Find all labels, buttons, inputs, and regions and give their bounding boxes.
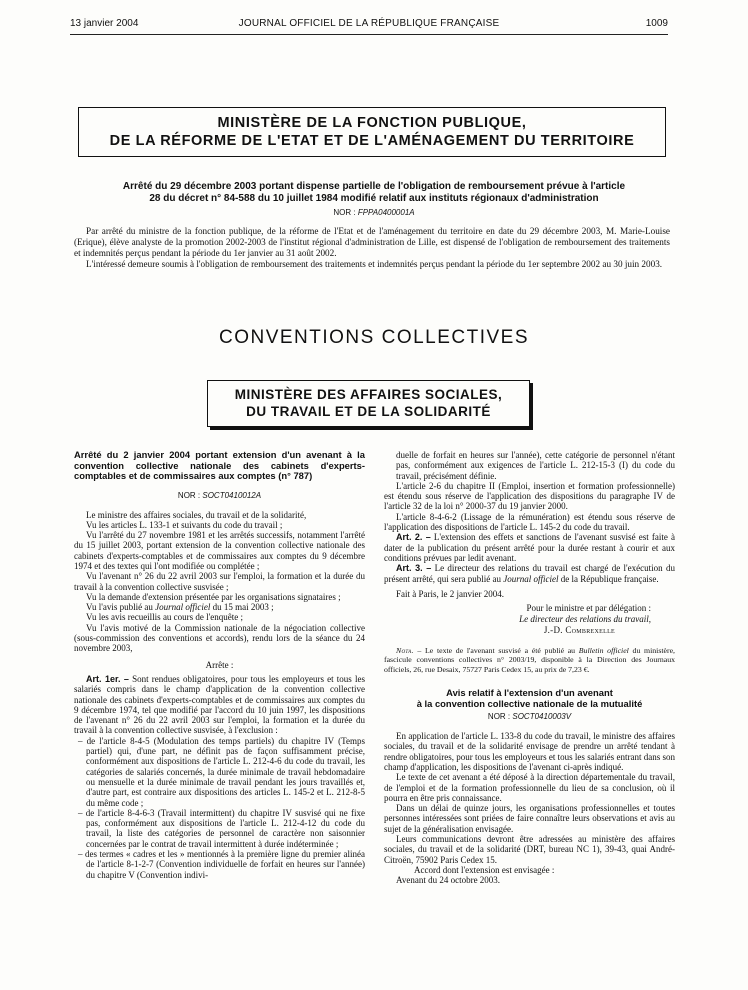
article-1-text: Sont rendues obligatoires, pour tous les employeurs et tous les salariés compris dans le champ d'application de la convention collective nationale des cabinets d'experts-comptables et de commissaires aux comptes du 9 décembre 1974, tel que modifié par l'accord du 10 juin 1997, les dispositions de l'avenant n° 26 du 22 avril 2003 sur l'emploi, la formation et la durée du travail à la convention collective susvisée, à l'exclusion : [74,673,365,736]
exclusion-item-1: – de l'article 8-4-5 (Modulation des temps partiels) du chapitre IV (Temps partiel) qui, d'une part, ne définit pas de façon suffisamment précise, conformément aux dispositions de l'article L. 212-4-6 du code du travail, les catégories de salariés concernés, la durée minimale de travail hebdomadaire ou mensuelle et la durée minimale de travail pendant les jours travaillés et, d'autre part, est contraire aux dispositions des articles L. 145-2 et L. 212-8-5 du même code ; [78,735,365,808]
ministry-line-1: MINISTÈRE DES AFFAIRES SOCIALES, [234,387,503,402]
arrete-2-nor [74,491,365,500]
visa-3: Vu l'avenant n° 26 du 22 avril 2003 sur l'emploi, la formation et la durée du travail à la convention collective susvisée ; [74,571,365,592]
article-1 [74,674,365,736]
article-3-text: Le directeur des relations du travail est chargé de l'exécution du présent arrêté, qui sera publié au [384,563,675,584]
visa-6: Vu les avis recueillis au cours de l'enquête ; [86,612,244,623]
nor-code: SOCT0410003V [512,712,572,722]
visa-5-journal: Journal officiel [155,602,211,613]
nor-label: NOR : [487,712,513,722]
page-header [70,18,668,34]
visa-5 [74,602,365,612]
ministry-line-1: MINISTÈRE DE LA FONCTION PUBLIQUE, [217,115,527,131]
page-number: 1009 [645,18,668,29]
reserve-1: L'article 2-6 du chapitre II (Emploi, insertion et formation professionnelle) est étendu sous réserve de l'application des dispositions du paragraphe IV de l'article 32 de la loi n° 2000-37 du 19 janvier 2000. [384,480,675,512]
section-title-conventions: CONVENTIONS COLLECTIVES [218,327,530,348]
signature-name: J.-D. Combrexelle [543,625,615,636]
visa-2: Vu l'arrêté du 27 novembre 1981 et les arrêtés successifs, notamment l'arrêté du 15 juillet 2003, portant extension de la convention collective nationale des cabinets d'experts-comptables et de commissaires aux comptes du 9 décembre 1974 et des textes qui l'ont modifiée ou complétée ; [74,530,365,571]
article-2-text: L'extension des effets et sanctions de l'avenant susvisé est faite à dater de la publication du présent arrêté pour la durée restant à courir et aux conditions prévues par ledit avenant. [384,532,675,563]
avis-title-line-2: à la convention collective nationale de la mutualité [416,697,643,709]
right-column [384,450,675,886]
arrete-1-nor [0,208,748,217]
nota-end: du ministère, fascicule conventions collectives n° 2003/19, disponible à la Direction des Journaux officiels, 26, rue Desaix, 75727 Paris Cedex 15, au prix de 7,23 €. [384,646,675,674]
arrete-word: Arrête : [205,659,234,670]
article-2-label: Art. 2. – [396,532,431,543]
nor-label: NOR : [333,208,358,217]
header-rule [70,34,668,35]
nor-code: FPPA0400001A [357,208,415,217]
nor-label: NOR : [177,490,203,500]
exclusion-item-3-continued: duelle de forfait en heures sur l'année), cette catégorie de personnel n'étant pas, conformément aux exigences de l'article L. 212-15-3 (I) du code du travail, précisément définie. [396,450,675,481]
signature-line-2: Le directeur des relations du travail, [519,614,651,625]
nor-code: SOCT0410012A [202,490,262,500]
visa-1: Vu les articles L. 133-1 et suivants du code du travail ; [86,519,283,530]
arrete-1-paragraph-1: Par arrêté du ministre de la fonction publique, de la réforme de l'Etat et de l'aménagement du territoire en date du 29 décembre 2003, M. Marie-Louise (Erique), élève analyste de la promotion 2002-2003 de l'institut régional d'administration de Lille, est dispensé de l'obligation de remboursement des traitements et indemnités perçus pendant la période du 1er janvier au 31 août 2002. [74,226,670,258]
arrete-1-title: Arrêté du 29 décembre 2003 portant dispense partielle de l'obligation de remboursement prévue à l'article 28 du décret n° 84-588 du 10 juillet 1984 modifié relatif aux instituts régionaux d'administration [122,181,626,204]
header-date: 13 janvier 2004 [70,18,139,29]
article-2 [384,532,675,563]
avis-title-line-1: Avis relatif à l'extension d'un avenant [446,687,613,699]
visa-5-end: du 15 mai 2003 ; [210,602,274,613]
ministry-line-2: DE LA RÉFORME DE L'ETAT ET DE L'AMÉNAGEMENT DU TERRITOIRE [109,133,635,149]
signature-line-1: Pour le ministre et par délégation : [526,603,651,614]
avis-paragraph-5: Accord dont l'extension est envisagée : [414,864,555,875]
ministry-line-2: DU TRAVAIL ET DE LA SOLIDARITÉ [246,404,491,419]
ministry-box-fonction-publique [78,107,666,157]
avis-paragraph-4: Leurs communications devront être adressées au ministère des affaires sociales, du travail et de la solidarité (DRT, bureau NC 1), 39-43, quai André-Citroën, 75902 Paris Cedex 15. [384,834,675,865]
avis-paragraph-1: En application de l'article L. 133-8 du code du travail, le ministre des affaires sociales, du travail et de la solidarité envisage de prendre un arrêté tendant à rendre obligatoires, pour tous les employeurs et tous les salariés entrant dans son champ d'application, les dispositions de l'avenant ci-après indiqué. [384,731,675,772]
avis-nor [384,712,675,721]
article-3-journal: Journal officiel [503,573,559,584]
ministry-box-affaires-sociales [207,380,530,427]
article-3-label: Art. 3. – [396,563,432,574]
nota [384,646,675,674]
reserve-2: L'article 8-4-6-2 (Lissage de la rémunération) est étendu sous réserve de l'application des dispositions de l'article L. 145-2 du code du travail. [384,511,675,533]
nota-text: – Le texte de l'avenant susvisé a été publié au [413,646,579,656]
arrete-1-paragraph-2: L'intéressé demeure soumis à l'obligation de remboursement des traitements et indemnités perçus pendant la période du 1er septembre 2002 au 30 juin 2003. [86,259,663,269]
visa-7: Vu l'avis motivé de la Commission nationale de la négociation collective (sous-commission des conventions et accords), rendu lors de la séance du 24 novembre 2003, [74,622,365,654]
left-column [74,450,365,880]
article-1-label: Art. 1er. – [86,673,129,684]
avis-paragraph-3: Dans un délai de quinze jours, les organisations professionnelles et toutes personnes intéressées sont priées de faire connaître leurs observations et avis au sujet de la généralisation envisagée. [384,803,675,834]
nota-bulletin: Bulletin officiel [578,646,629,656]
exclusion-item-2: – de l'article 8-4-6-3 (Travail intermittent) du chapitre IV susvisé qui ne fixe pas, conformément aux dispositions de l'article L. 212-4-12 du code du travail, la liste des catégories de personnel de caractère non saisonnier concernées par le contrat de travail intermittent à durée indéterminée ; [78,807,365,849]
article-3 [384,563,675,584]
visa-4: Vu la demande d'extension présentée par les organisations signataires ; [86,591,341,602]
nota-label: Nota. [396,646,414,656]
arrete-2-title: Arrêté du 2 janvier 2004 portant extension d'un avenant à la convention collective nationale des cabinets d'experts-comptables et de commissaires aux comptes (n° 787) [74,449,365,481]
visa-5-text: Vu l'avis publié au [86,602,156,613]
article-3-end: de la République française. [558,573,659,584]
arrete-2-intro: Le ministre des affaires sociales, du travail et de la solidarité, [86,509,307,520]
avis-paragraph-2: Le texte de cet avenant a été déposé à la direction départementale du travail, de l'emploi et de la formation professionnelle du lieu de sa conclusion, où il pourra en être pris connaissance. [384,772,675,803]
fait-a-paris: Fait à Paris, le 2 janvier 2004. [396,588,504,599]
exclusion-item-3: – des termes « cadres et les » mentionnés à la première ligne du premier alinéa de l'article 8-1-2-7 (Convention individuelle de forfait en heures sur l'année) du chapitre V (Convention indivi- [78,849,365,880]
avis-title [384,688,675,709]
journal-title: JOURNAL OFFICIEL DE LA RÉPUBLIQUE FRANÇAISE [238,18,500,29]
arrete-1-body [74,226,670,270]
avis-paragraph-6: Avenant du 24 octobre 2003. [396,875,501,886]
